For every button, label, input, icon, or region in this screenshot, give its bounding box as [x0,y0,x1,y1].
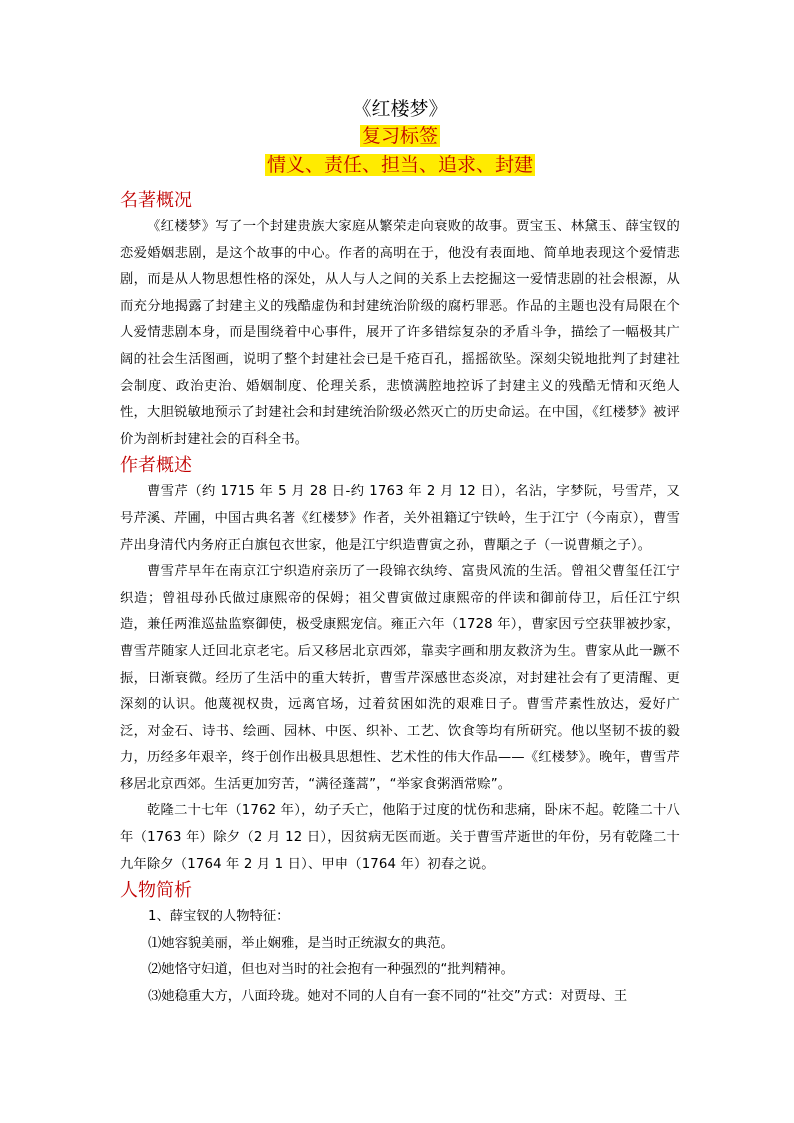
author-paragraph: 乾隆二十七年（1762 年），幼子夭亡，他陷于过度的忧伤和悲痛，卧床不起。乾隆二十八年（1763 年）除夕（2 月 12 日），因贫病无医而逝。关于曹雪芹逝世的年份，另有乾隆二十九年除夕（1764 年 2 月 1 日）、甲申（1764 年）初春之说。 [120,803,680,872]
character-list-item: 1、薛宝钗的人物特征： [148,909,290,925]
section-heading-author: 作者概述 [120,455,192,477]
book-title: 《红楼梦》 [352,98,448,120]
author-paragraph: 曹雪芹早年在南京江宁织造府亲历了一段锦衣纨绔、富贵风流的生活。曾祖父曹玺任江宁织造；曾祖母孙氏做过康熙帝的保姆；祖父曹寅做过康熙帝的伴读和御前侍卫，后任江宁织造，兼任两淮巡盐监察御使，极受康熙宠信。雍正六年（1728 年），曹家因亏空获罪被抄家，曹雪芹随家人迁回北京老宅。后又移居北京西郊，靠卖字画和朋友救济为生。曹家从此一蹶不振，日渐衰微。经历了生活中的重大转折，曹雪芹深感世态炎凉，对封建社会有了更清醒、更深刻的认识。他蔑视权贵，远离官场，过着贫困如洗的艰难日子。曹雪芹素性放达，爱好广泛，对金石、诗书、绘画、园林、中医、织补、工艺、饮食等均有所研究。他以坚韧不拔的毅力，历经多年艰辛，终于创作出极具思想性、艺术性的伟大作品——《红楼梦》。晚年，曹雪芹移居北京西郊。生活更加穷苦，“满径蓬蒿”，“举家食粥酒常赊”。 [120,564,680,792]
tags-line [120,151,680,180]
author-paragraph: 曹雪芹（约 1715 年 5 月 28 日-约 1763 年 2 月 12 日），名沾，字梦阮，号雪芹，又号芹溪、芹圃，中国古典名著《红楼梦》作者，关外祖籍辽宁铁岭，生于江宁（今南京），曹雪芹出身清代内务府正白旗包衣世家，他是江宁织造曹寅之孙，曹顒之子（一说曹頫之子）。 [120,484,680,553]
character-list-item: ⑴她容貌美丽，举止娴雅，是当时正统淑女的典范。 [148,935,454,951]
document-page [120,96,680,1011]
section-heading-overview: 名著概况 [120,190,192,211]
subtitle-highlight: 复习标签 [361,125,438,147]
title-block [120,96,680,180]
subtitle-line [120,122,680,151]
character-list-item: ⑵她恪守妇道，但也对当时的社会抱有一种强烈的“批判精神。 [148,962,514,978]
character-list-item: ⑶她稳重大方，八面玲珑。她对不同的人自有一套不同的“社交”方式：对贾母、王 [148,989,628,1005]
tags-highlight: 情义、责任、担当、追求、封建 [266,154,533,176]
overview-paragraph: 《红楼梦》写了一个封建贵族大家庭从繁荣走向衰败的故事。贾宝玉、林黛玉、薛宝钗的恋爱婚姻悲剧，是这个故事的中心。作者的高明在于，他没有表面地、简单地表现这个爱情悲剧，而是从人物思想性格的深处，从人与人之间的关系上去挖掘这一爱情悲剧的社会根源，从而充分地揭露了封建主义的残酷虚伪和封建统治阶级的腐朽罪恶。作品的主题也没有局限在个人爱情悲剧本身，而是围绕着中心事件，展开了许多错综复杂的矛盾斗争，描绘了一幅极其广阔的社会生活图画，说明了整个封建社会已是千疮百孔，摇摇欲坠。深刻尖锐地批判了封建社会制度、政治吏治、婚姻制度、伦理关系，悲愤满腔地控诉了封建主义的残酷无情和灭绝人性，大胆锐敏地预示了封建社会和封建统治阶级必然灭亡的历史命运。在中国，《红楼梦》被评价为剖析封建社会的百科全书。 [120,219,680,447]
section-heading-characters: 人物简析 [120,880,192,902]
